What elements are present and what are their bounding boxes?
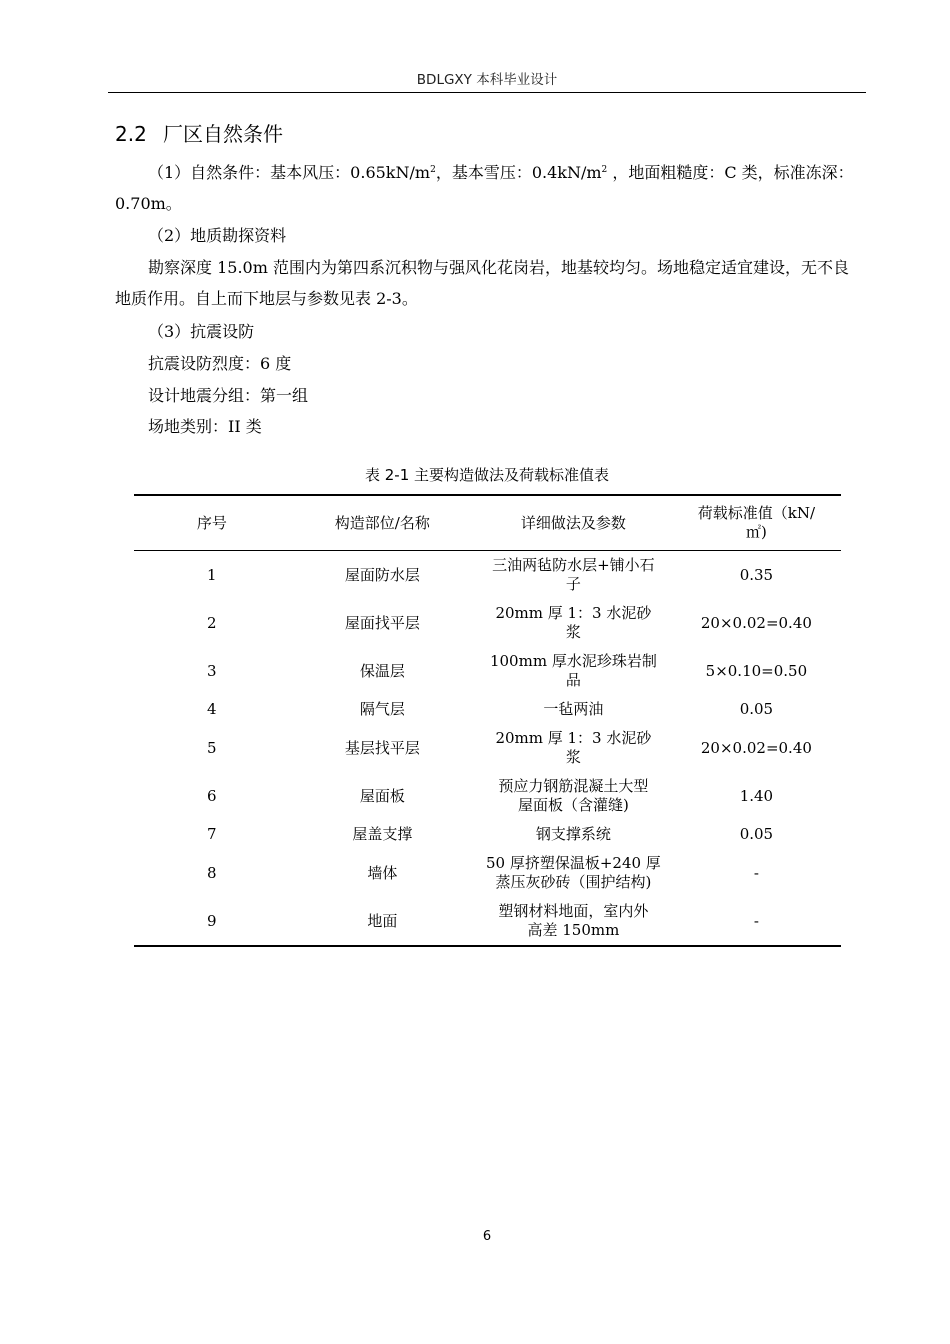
page-number: 6 bbox=[482, 1229, 492, 1244]
table-row bbox=[134, 724, 841, 772]
table-cell: 隔气层 bbox=[359, 700, 405, 718]
table-cell: 一毡两油 bbox=[543, 700, 604, 718]
table-cell: 屋面找平层 bbox=[344, 613, 420, 632]
cell-text: 50 厚挤塑保温板+240 厚蒸压灰砂砖（围护结构) bbox=[485, 854, 661, 891]
table-row bbox=[134, 820, 841, 849]
cell-text: 预应力钢筋混凝土大型屋面板（含灌缝) bbox=[498, 777, 649, 814]
table-cell: 0.35 bbox=[739, 565, 774, 584]
header-cell bbox=[672, 495, 841, 551]
table-cell: 2 bbox=[207, 613, 217, 632]
superscript: 2 bbox=[601, 165, 608, 175]
table-caption: 表 2-1 主要构造做法及荷载标准值表 bbox=[364, 466, 610, 484]
table-cell: 7 bbox=[207, 825, 217, 843]
table-cell: 8 bbox=[207, 863, 217, 882]
table-cell: 屋面板 bbox=[359, 786, 405, 805]
page-header: BDLGXY 本科毕业设计 bbox=[416, 72, 558, 88]
table-row bbox=[134, 897, 841, 946]
paragraph-natural-conditions bbox=[115, 157, 860, 219]
cell-text: 20mm 厚 1：3 水泥砂浆 bbox=[495, 604, 652, 641]
cell-text: 100mm 厚水泥珍珠岩制品 bbox=[489, 652, 657, 689]
table-cell: 20×0.02=0.40 bbox=[700, 613, 812, 632]
table-cell: 钢支撑系统 bbox=[535, 825, 611, 843]
text-run: （1）自然条件：基本风压：0.65kN/m bbox=[148, 163, 431, 182]
cell-text: 20mm 厚 1：3 水泥砂浆 bbox=[495, 729, 652, 766]
text-run: ，地面粗糙度：C 类，标准冻深：0.70m。 bbox=[115, 163, 854, 213]
table-cell: 屋盖支撑 bbox=[352, 825, 413, 843]
table-cell: 9 bbox=[134, 897, 290, 946]
table-cell: - bbox=[753, 863, 759, 882]
paragraph-geology-body: 勘察深度 15.0m 范围内为第四系沉积物与强风化花岗岩，地基较均匀。场地稳定适宜建设，无不良地质作用。自上而下地层与参数见表 2-3。 bbox=[115, 258, 849, 308]
table-row bbox=[134, 849, 841, 897]
paragraph-site-class: 场地类别：II 类 bbox=[148, 417, 262, 436]
table-cell bbox=[475, 897, 672, 946]
table-cell: 地面 bbox=[290, 897, 475, 946]
table-cell: 3 bbox=[207, 661, 217, 680]
table-cell: 20×0.02=0.40 bbox=[700, 738, 812, 757]
table-cell: 5 bbox=[207, 738, 217, 757]
table-cell: 墙体 bbox=[367, 863, 398, 882]
table-cell bbox=[475, 647, 672, 695]
table-row bbox=[134, 695, 841, 724]
superscript: 2 bbox=[430, 165, 436, 175]
table-cell: 屋面防水层 bbox=[344, 565, 420, 584]
table-cell bbox=[475, 772, 672, 820]
header-rule bbox=[108, 92, 866, 93]
section-number: 2.2 bbox=[115, 122, 147, 146]
table-row bbox=[134, 772, 841, 820]
cell-text: 三油两毡防水层+铺小石子 bbox=[492, 556, 655, 593]
table-cell: 基层找平层 bbox=[344, 738, 420, 757]
table-cell: 6 bbox=[207, 786, 217, 805]
paragraph-seismic-heading: （3）抗震设防 bbox=[148, 322, 255, 341]
table-cell: - bbox=[672, 897, 841, 946]
header-cell: 构造部位/名称 bbox=[290, 495, 475, 551]
header-cell-text: 荷载标准值（kN/㎡) bbox=[697, 504, 816, 541]
table-cell: 1 bbox=[207, 565, 217, 584]
table-cell: 0.05 bbox=[739, 700, 774, 718]
paragraph-seismic-intensity: 抗震设防烈度：6 度 bbox=[148, 354, 292, 373]
paragraph-seismic-group: 设计地震分组：第一组 bbox=[148, 386, 309, 405]
table-cell: 1.40 bbox=[739, 786, 774, 805]
header-cell: 序号 bbox=[134, 495, 290, 551]
table-row bbox=[134, 551, 841, 600]
header-cell: 详细做法及参数 bbox=[475, 495, 672, 551]
table-cell bbox=[475, 551, 672, 600]
section-heading bbox=[115, 118, 283, 147]
table-cell: 4 bbox=[207, 700, 217, 718]
table-row bbox=[134, 599, 841, 647]
section-title: 厂区自然条件 bbox=[163, 122, 283, 146]
table-header-row bbox=[134, 495, 841, 551]
table-cell: 5×0.10=0.50 bbox=[705, 661, 808, 680]
table-row bbox=[134, 647, 841, 695]
text-run: ，基本雪压：0.4kN/m bbox=[435, 163, 602, 182]
table-cell bbox=[475, 849, 672, 897]
load-table bbox=[134, 494, 841, 947]
paragraph-geology-heading: （2）地质勘探资料 bbox=[148, 226, 287, 245]
table-cell: 保温层 bbox=[359, 661, 405, 680]
table-cell bbox=[475, 599, 672, 647]
table-cell bbox=[475, 724, 672, 772]
cell-text: 塑钢材料地面，室内外高差 150mm bbox=[498, 902, 649, 939]
table-cell: 0.05 bbox=[739, 825, 774, 843]
